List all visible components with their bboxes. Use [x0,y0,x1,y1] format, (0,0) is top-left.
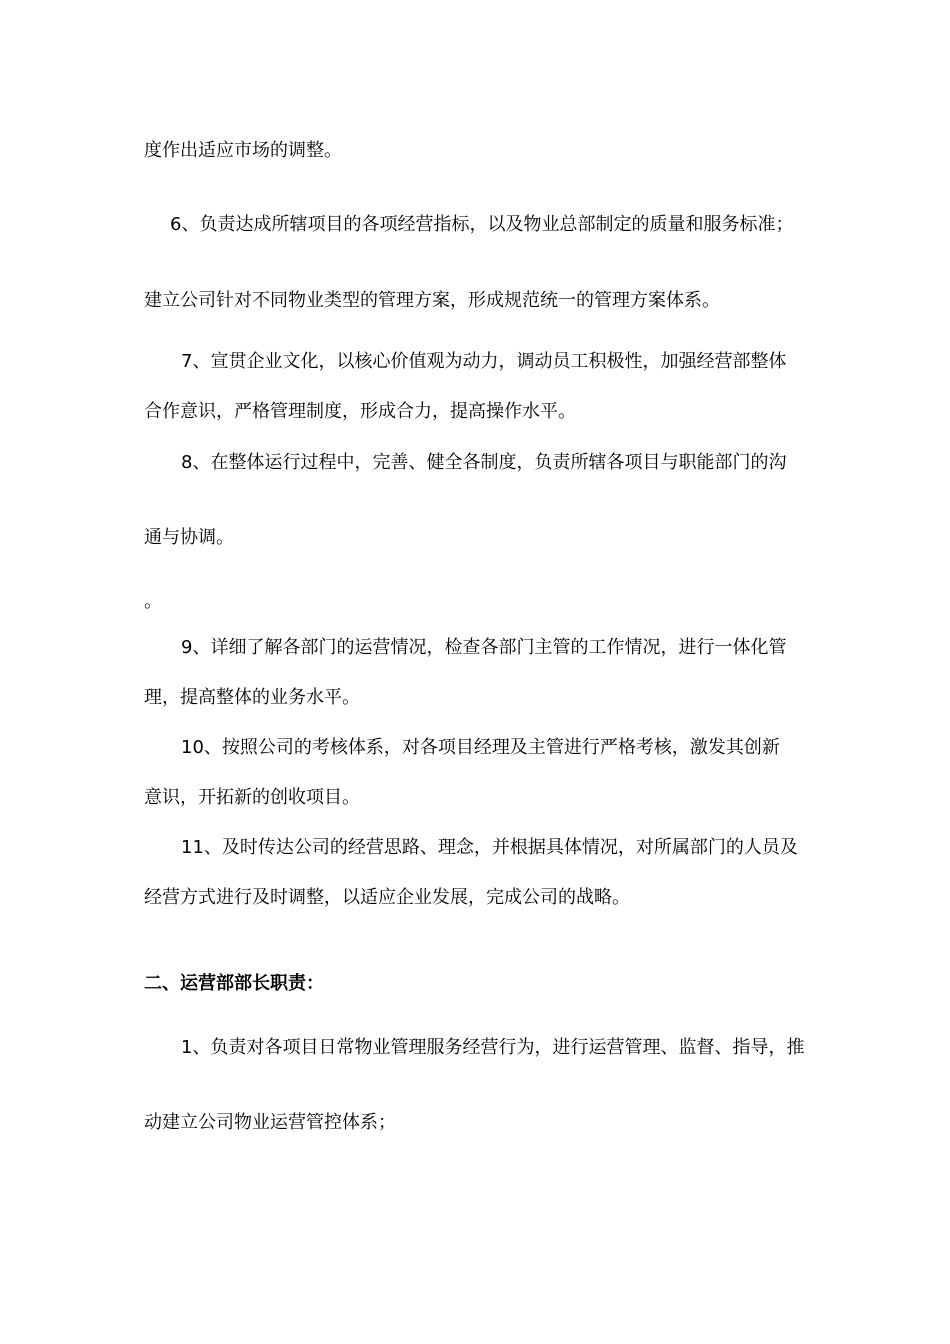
section-heading: 二、运营部部长职责： [144,973,324,994]
text-line: 合作意识，严格管理制度，形成合力，提高操作水平。 [144,401,576,422]
text-line: 动建立公司物业运营管控体系； [144,1112,396,1133]
text-line: 8、在整体运行过程中，完善、健全各制度，负责所辖各项目与职能部门的沟 [181,452,787,473]
text-line: 11、及时传达公司的经营思路、理念，并根据具体情况，对所属部门的人员及 [181,837,798,858]
text-line: 建立公司针对不同物业类型的管理方案，形成规范统一的管理方案体系。 [144,290,720,311]
text-line: 6、负责达成所辖项目的各项经营指标，以及物业总部制定的质量和服务标准； [170,214,794,235]
text-line: 经营方式进行及时调整，以适应企业发展，完成公司的战略。 [144,887,630,908]
text-line: 7、宣贯企业文化，以核心价值观为动力，调动员工积极性，加强经营部整体 [181,351,787,372]
text-line: 意识，开拓新的创收项目。 [144,787,360,808]
text-line: 。 [144,591,162,612]
text-line: 理，提高整体的业务水平。 [144,687,360,708]
text-line: 通与协调。 [144,527,234,548]
text-line: 1、负责对各项目日常物业管理服务经营行为，进行运营管理、监督、指导，推 [181,1037,805,1058]
text-line: 9、详细了解各部门的运营情况，检查各部门主管的工作情况，进行一体化管 [181,637,787,658]
text-line: 10、按照公司的考核体系，对各项目经理及主管进行严格考核，激发其创新 [181,737,780,758]
text-line: 度作出适应市场的调整。 [144,140,342,161]
